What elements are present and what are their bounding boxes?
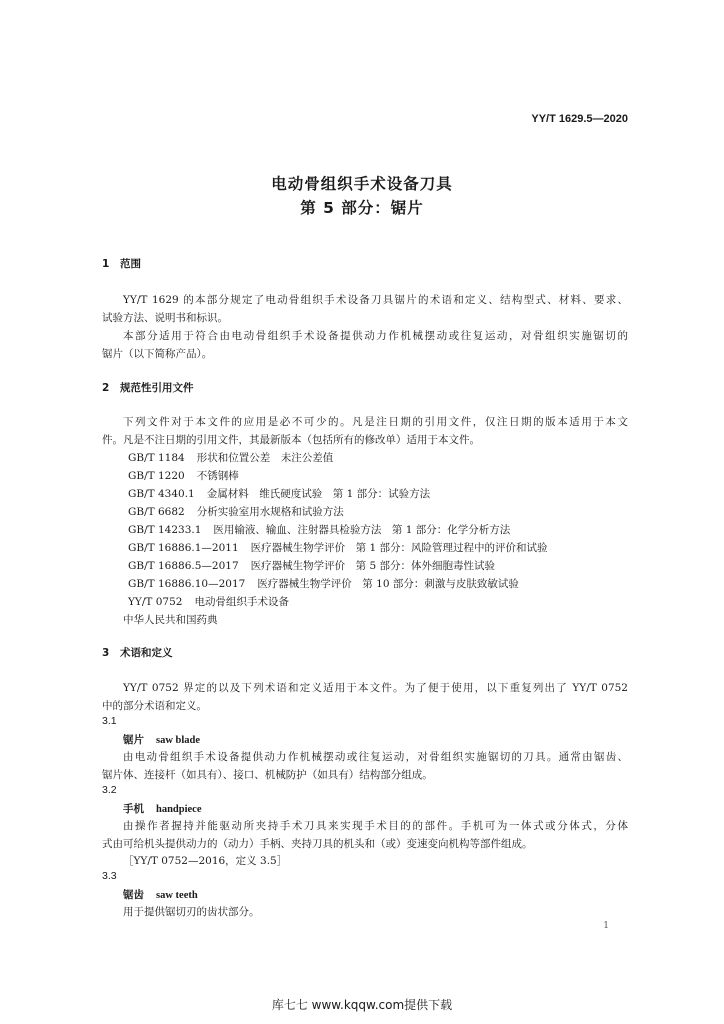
download-footer: 库七七 www.kqqw.com提供下载 xyxy=(271,998,453,1012)
reference-item: 中华人民共和国药典 xyxy=(123,614,218,626)
reference-title: 分析实验室用水规格和试验方法 xyxy=(196,506,344,518)
term-number: 3.3 xyxy=(102,870,117,882)
reference-code: GB/T 14233.1 xyxy=(128,524,202,536)
reference-title: 医疗器械生物学评价 第 5 部分：体外细胞毒性试验 xyxy=(250,560,495,572)
reference-code: GB/T 16886.10—2017 xyxy=(128,578,246,590)
reference-title: 不锈钢棒 xyxy=(196,470,239,482)
term-en: saw teeth xyxy=(156,890,198,901)
reference-title: 医疗器械生物学评价 第 10 部分：刺激与皮肤致敏试验 xyxy=(257,578,519,590)
paragraph-line: 中的部分术语和定义。 xyxy=(102,700,207,712)
reference-item xyxy=(128,468,239,483)
reference-code: GB/T 16886.5—2017 xyxy=(128,560,239,572)
term-number: 3.2 xyxy=(102,784,117,796)
reference-code: GB/T 6682 xyxy=(128,506,185,518)
reference-item xyxy=(128,558,495,573)
paragraph-line: 锯片（以下简称产品）。 xyxy=(102,348,213,360)
definition-line: 式由可给机头提供动力的（动力）手柄、夹持刀具的机头和（或）变速变向机构等部件组成。 xyxy=(102,838,533,850)
term-en: handpiece xyxy=(156,804,202,815)
reference-code: YY/T 0752 xyxy=(128,596,183,608)
term-zh: 锯齿 xyxy=(123,889,144,901)
paragraph-line: 本部分适用于符合由电动骨组织手术设备提供动力作机械摆动或往复运动，对骨组织实施锯切的 xyxy=(123,330,628,342)
section-number: 1 xyxy=(102,258,110,270)
section-number: 3 xyxy=(102,647,110,659)
reference-code: GB/T 4340.1 xyxy=(128,488,195,500)
paragraph-line: YY/T 0752 界定的以及下列术语和定义适用于本文件。为了便于使用，以下重复列出了 YY/T 0752 xyxy=(123,682,628,694)
reference-item xyxy=(128,594,289,609)
reference-item xyxy=(128,486,430,501)
reference-title: 金属材料 维氏硬度试验 第 1 部分：试验方法 xyxy=(206,488,431,500)
paragraph-line: 下列文件对于本文件的应用是必不可少的。凡是注日期的引用文件，仅注日期的版本适用于本文 xyxy=(123,416,628,428)
term-heading xyxy=(123,887,198,902)
reference-item xyxy=(128,522,510,537)
paragraph-line: YY/T 1629 的本部分规定了电动骨组织手术设备刀具锯片的术语和定义、结构型式、材料、要求、 xyxy=(123,294,628,306)
reference-item xyxy=(128,450,333,465)
term-zh: 手机 xyxy=(123,803,144,815)
document-subtitle: 第 5 部分：锯片 xyxy=(300,199,424,217)
reference-title: 医用输液、输血、注射器具检验方法 第 1 部分：化学分析方法 xyxy=(213,524,511,536)
term-number: 3.1 xyxy=(102,715,117,727)
term-heading xyxy=(123,801,202,816)
page-number: 1 xyxy=(603,921,609,931)
reference-code: GB/T 1220 xyxy=(128,470,185,482)
paragraph-line: 件。凡是不注日期的引用文件，其最新版本（包括所有的修改单）适用于本文件。 xyxy=(102,434,480,446)
section-title: 术语和定义 xyxy=(120,647,173,659)
reference-title: 形状和位置公差 未注公差值 xyxy=(196,452,334,464)
reference-title: 医疗器械生物学评价 第 1 部分：风险管理过程中的评价和试验 xyxy=(250,542,548,554)
reference-item xyxy=(128,576,519,591)
term-zh: 锯片 xyxy=(123,734,144,746)
reference-item xyxy=(128,540,547,555)
section-3-heading xyxy=(102,645,173,660)
reference-code: GB/T 1184 xyxy=(128,452,185,464)
definition-line: 锯片体、连接杆（如具有）、接口、机械防护（如具有）结构部分组成。 xyxy=(102,769,433,781)
definition-line: 由电动骨组织手术设备提供动力作机械摆动或往复运动，对骨组织实施锯切的刀具。通常由锯齿、 xyxy=(123,751,628,763)
paragraph-line: 试验方法、说明书和标识。 xyxy=(102,312,228,324)
reference-title: 电动骨组织手术设备 xyxy=(194,596,289,608)
standard-code: YY/T 1629.5—2020 xyxy=(531,113,628,125)
document-title: 电动骨组织手术设备刀具 xyxy=(271,175,453,193)
section-2-heading xyxy=(102,380,194,395)
section-title: 范围 xyxy=(120,258,141,270)
section-1-heading xyxy=(102,256,141,271)
section-number: 2 xyxy=(102,382,110,394)
term-en: saw blade xyxy=(156,735,201,746)
term-heading xyxy=(123,732,200,747)
definition-line: 用于提供锯切刃的齿状部分。 xyxy=(123,906,260,918)
term-source: ［YY/T 0752—2016，定义 3.5］ xyxy=(123,855,288,867)
definition-line: 由操作者握持并能驱动所夹持手术刀具来实现手术目的的部件。手机可为一体式或分体式，分体 xyxy=(123,820,628,832)
reference-code: GB/T 16886.1—2011 xyxy=(128,542,239,554)
reference-item xyxy=(128,504,344,519)
section-title: 规范性引用文件 xyxy=(120,382,194,394)
